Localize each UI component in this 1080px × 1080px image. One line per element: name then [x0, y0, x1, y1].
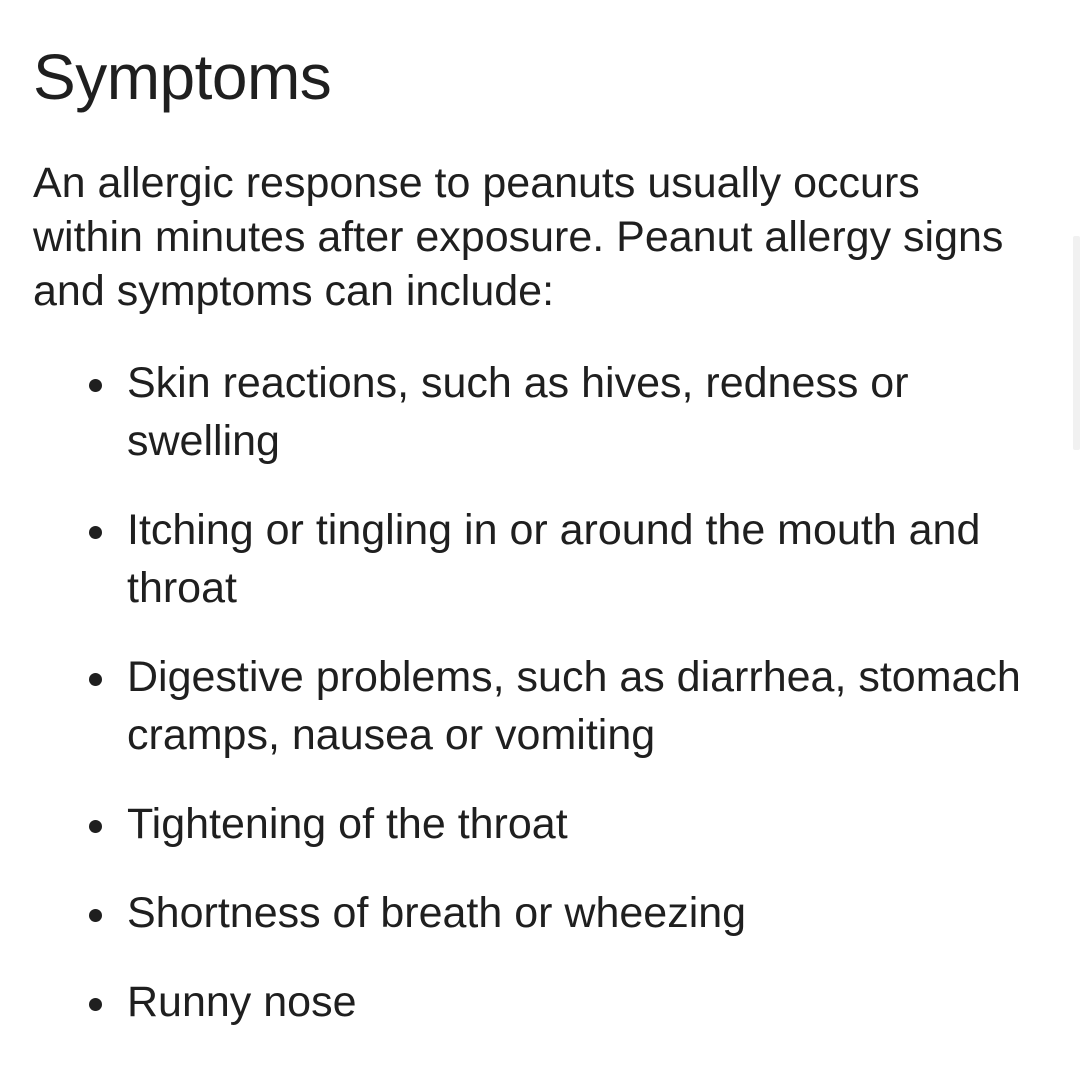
section-title: Symptoms	[33, 41, 332, 113]
symptom-text: Runny nose	[127, 978, 357, 1026]
symptom-text: Tightening of the throat	[127, 800, 568, 848]
symptom-text: Digestive problems, such as diarrhea, stomach cramps, nausea or vomiting	[127, 653, 1021, 759]
intro-paragraph: An allergic response to peanuts usually occurs within minutes after exposure. Peanut allergy signs and symptoms can include:	[33, 159, 1004, 315]
symptom-text: Shortness of breath or wheezing	[127, 889, 747, 937]
bullet-icon	[89, 998, 102, 1011]
bullet-icon	[89, 379, 102, 392]
list-item	[127, 973, 1057, 1031]
bullet-icon	[89, 526, 102, 539]
list-item	[127, 501, 1057, 617]
scrollbar[interactable]	[1073, 236, 1080, 450]
symptom-text: Itching or tingling in or around the mouth and throat	[127, 506, 981, 612]
list-item	[127, 354, 1057, 470]
bullet-icon	[89, 909, 102, 922]
list-item	[127, 795, 1057, 853]
list-item	[127, 884, 1057, 942]
bullet-icon	[89, 820, 102, 833]
bullet-icon	[89, 673, 102, 686]
list-item	[127, 648, 1057, 764]
symptom-text: Skin reactions, such as hives, redness or swelling	[127, 359, 909, 465]
symptom-list	[33, 354, 1048, 1031]
